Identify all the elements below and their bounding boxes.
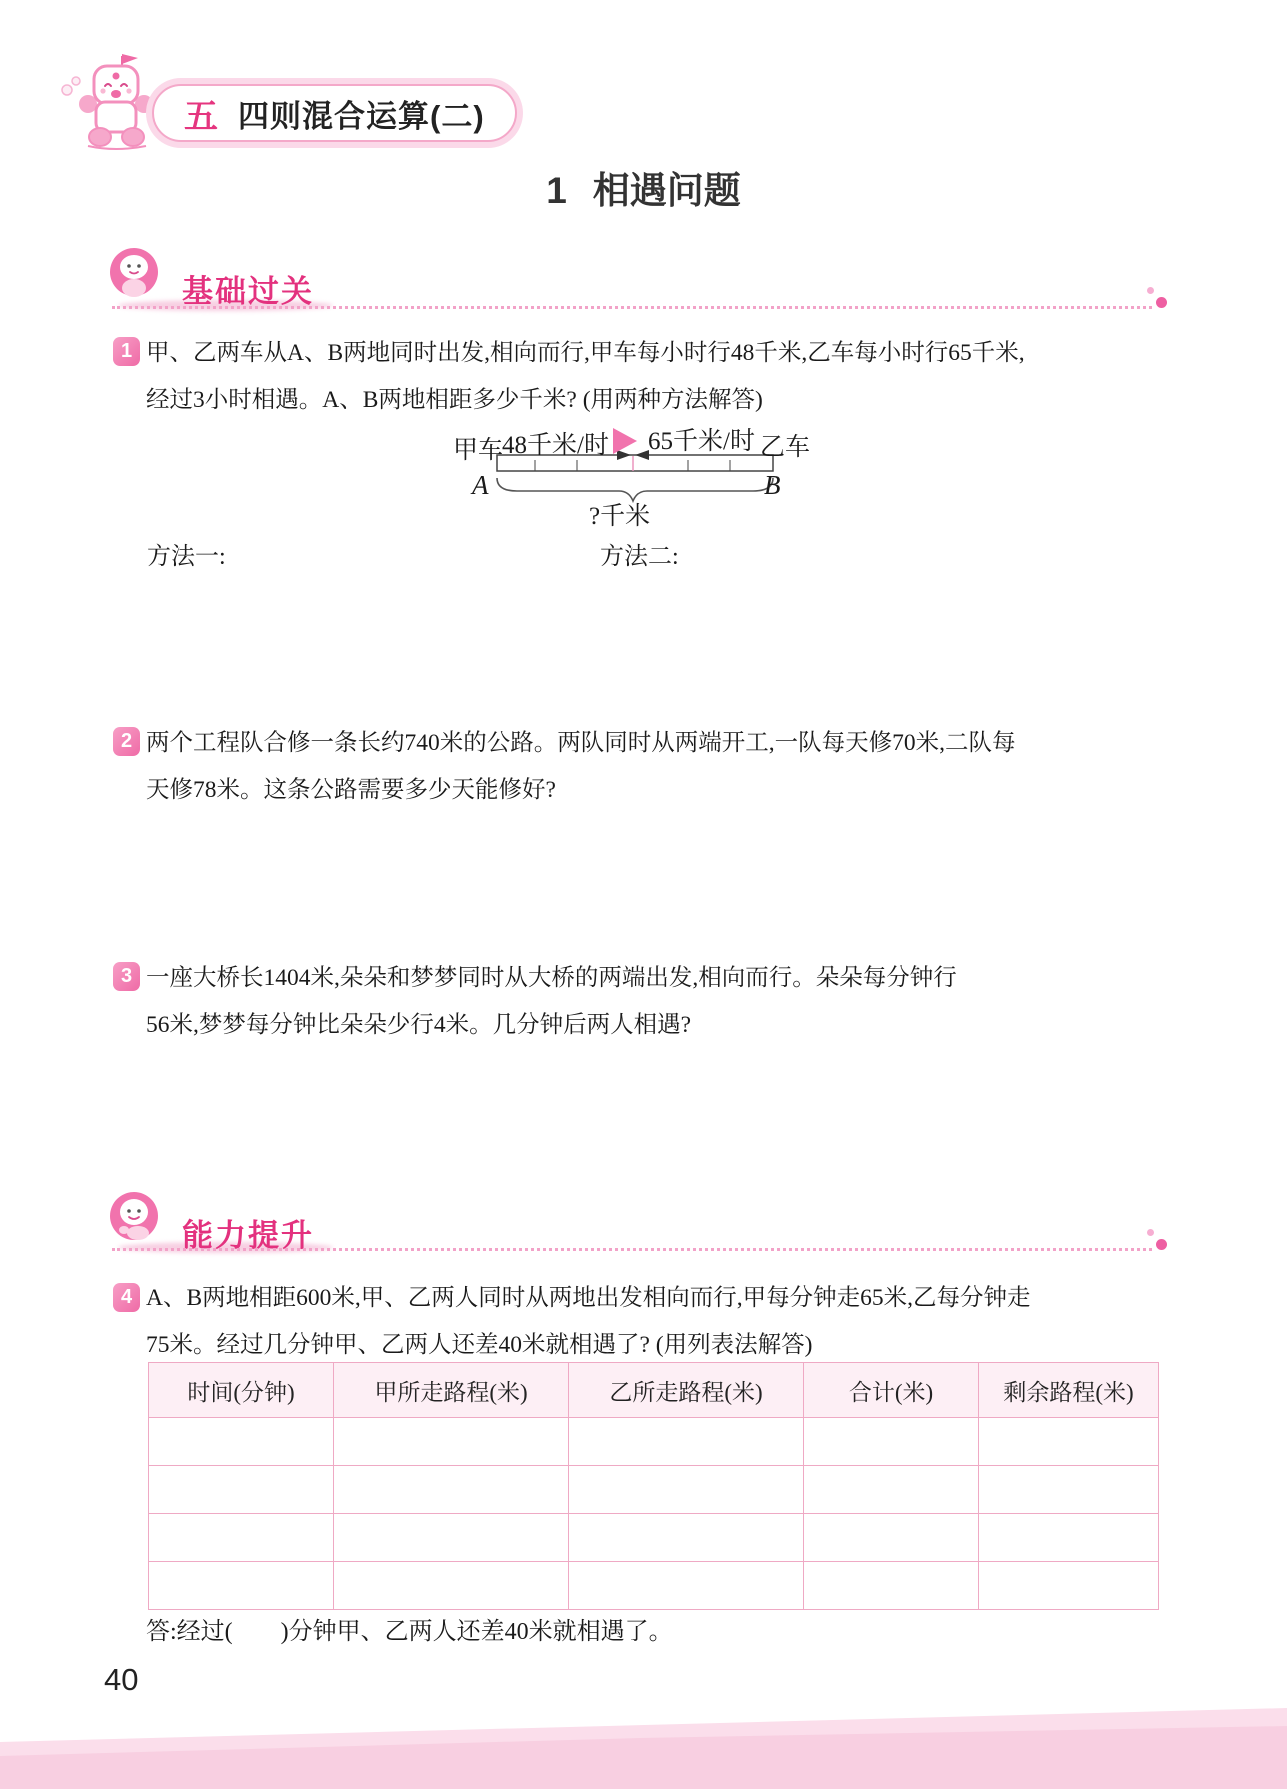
unit-number: 五 <box>184 97 218 136</box>
empty-cell <box>334 1418 569 1466</box>
mascot-robot-icon <box>58 50 170 150</box>
unit-header <box>152 84 517 142</box>
table-row <box>149 1514 1159 1562</box>
diagram-right-speed: 65千米/时 <box>648 428 755 455</box>
method-one-label: 方法一: <box>147 544 226 570</box>
answer-table <box>148 1362 1159 1610</box>
empty-cell <box>334 1562 569 1610</box>
footer-wave <box>0 1704 1287 1789</box>
empty-cell <box>979 1562 1159 1610</box>
point-b-label: B <box>764 470 781 500</box>
empty-cell <box>334 1514 569 1562</box>
section-advanced-label: 能力提升 <box>182 1218 314 1253</box>
col-jia-distance: 甲所走路程(米) <box>334 1363 569 1418</box>
table-row <box>149 1466 1159 1514</box>
empty-cell <box>804 1514 979 1562</box>
empty-cell <box>149 1562 334 1610</box>
problem-1-badge: 1 <box>113 337 140 366</box>
empty-cell <box>569 1418 804 1466</box>
lesson-number: 1 <box>546 170 567 211</box>
problem-3-line1: 一座大桥长1404米,朵朵和梦梦同时从大桥的两端出发,相向而行。朵朵每分钟行 <box>146 965 957 991</box>
problem-2-line1: 两个工程队合修一条长约740米的公路。两队同时从两端开工,一队每天修70米,二队每 <box>146 730 1016 756</box>
problem-1-line1: 甲、乙两车从A、B两地同时出发,相向而行,甲车每小时行48千米,乙车每小时行65千米, <box>146 340 1025 366</box>
empty-cell <box>334 1466 569 1514</box>
problem-4-badge: 4 <box>113 1283 140 1312</box>
section-end-dots <box>1156 297 1167 308</box>
lesson-name: 相遇问题 <box>592 170 741 211</box>
section-basic-label: 基础过关 <box>182 274 314 309</box>
problem-4-line1: A、B两地相距600米,甲、乙两人同时从两地出发相向而行,甲每分钟走65米,乙每分钟走 <box>146 1285 1031 1311</box>
empty-cell <box>569 1514 804 1562</box>
problem-4-line2: 75米。经过几分钟甲、乙两人还差40米就相遇了? (用列表法解答) <box>146 1332 813 1358</box>
col-total: 合计(米) <box>804 1363 979 1418</box>
empty-cell <box>149 1466 334 1514</box>
unit-title: 四则混合运算(二) <box>238 98 485 134</box>
section-end-dots <box>1147 287 1154 294</box>
empty-cell <box>149 1418 334 1466</box>
flag-icon <box>613 428 637 454</box>
empty-cell <box>979 1418 1159 1466</box>
col-time: 时间(分钟) <box>149 1363 334 1418</box>
empty-cell <box>569 1466 804 1514</box>
empty-cell <box>149 1514 334 1562</box>
empty-cell <box>804 1562 979 1610</box>
page-title <box>0 160 1287 214</box>
empty-cell <box>804 1466 979 1514</box>
problem-2-line2: 天修78米。这条公路需要多少天能修好? <box>146 777 556 803</box>
method-two-label: 方法二: <box>600 544 679 570</box>
section-band <box>350 1234 1140 1243</box>
section-end-dots <box>1156 1239 1167 1250</box>
diagram-left-speed: 48千米/时 <box>502 432 609 459</box>
empty-cell <box>569 1562 804 1610</box>
arrow-right-icon <box>617 450 631 460</box>
empty-cell <box>979 1514 1159 1562</box>
brace-label: ?千米 <box>589 503 651 530</box>
arrow-left-icon <box>635 450 649 460</box>
section-band <box>350 292 1140 301</box>
col-yi-distance: 乙所走路程(米) <box>569 1363 804 1418</box>
problem-3-badge: 3 <box>113 962 140 991</box>
section-end-dots <box>1147 1229 1154 1236</box>
col-remaining: 剩余路程(米) <box>979 1363 1159 1418</box>
diagram-left-label: 甲车 <box>453 437 504 464</box>
diagram-right-label: 乙车 <box>760 434 811 461</box>
table-row <box>149 1418 1159 1466</box>
section-advanced-icon <box>108 1190 160 1242</box>
section-advanced-rule <box>112 1248 1152 1251</box>
point-a-label: A <box>472 470 489 500</box>
table-header-row <box>149 1363 1159 1418</box>
empty-cell <box>804 1418 979 1466</box>
problem-2-badge: 2 <box>113 727 140 756</box>
section-basic-icon <box>108 246 160 298</box>
problem-1-line2: 经过3小时相遇。A、B两地相距多少千米? (用两种方法解答) <box>146 387 763 413</box>
table-row <box>149 1562 1159 1610</box>
page-number: 40 <box>104 1662 139 1697</box>
section-basic-rule <box>112 306 1152 309</box>
answer-sentence: 答:经过( )分钟甲、乙两人还差40米就相遇了。 <box>146 1619 673 1645</box>
problem-3-line2: 56米,梦梦每分钟比朵朵少行4米。几分钟后两人相遇? <box>146 1012 692 1038</box>
empty-cell <box>979 1466 1159 1514</box>
